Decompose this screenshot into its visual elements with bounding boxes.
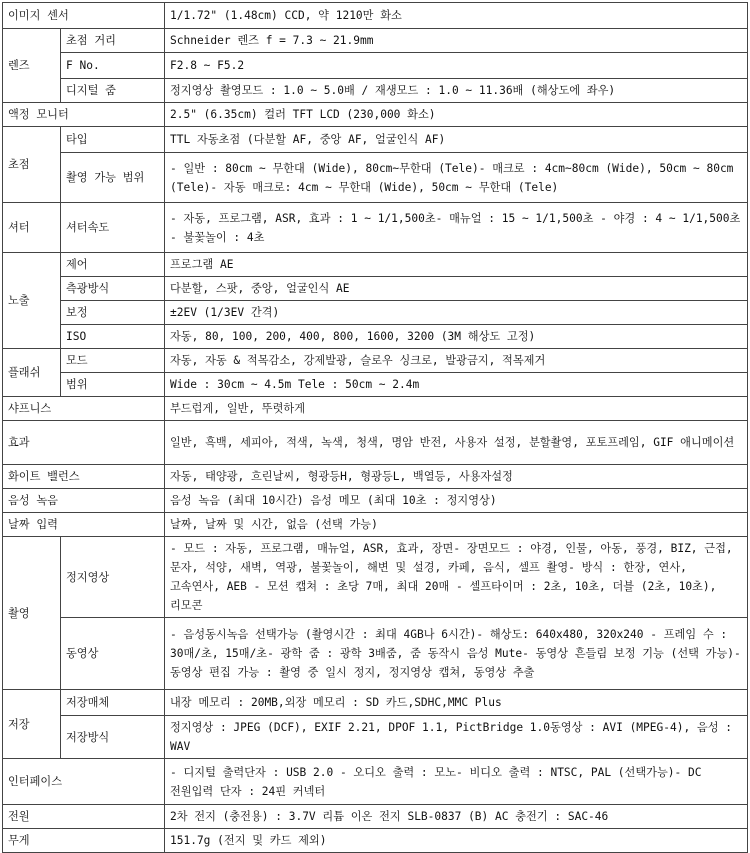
value-movie: - 음성동시녹음 선택가능 (촬영시간 : 최대 4GB나 6시간)- 해상도: 640x480, 320x240 - 프레임 수 : 30매/초, 15매/초- 광학 줌 : 광학 3배줌, 줌 동작시 음성 Mute- 동영상 흔들림 보정 기능 (선택 가능)- 동영상 편집 가능 : 촬영 중 일시 정지, 정지영상 캡쳐, 동영상 추출 <box>165 618 748 690</box>
label-weight: 무게 <box>3 829 165 853</box>
label-metering: 측광방식 <box>61 277 165 301</box>
row-voice-recording <box>3 489 748 513</box>
label-focus-range: 촬영 가능 범위 <box>61 153 165 203</box>
label-f-no: F No. <box>61 53 165 79</box>
label-sharpness: 샤프니스 <box>3 397 165 421</box>
value-storage-format: 정지영상 : JPEG (DCF), EXIF 2.21, DPOF 1.1, PictBridge 1.0동영상 : AVI (MPEG-4), 음성 : WAV <box>165 716 748 759</box>
value-exposure-control: 프로그램 AE <box>165 253 748 277</box>
row-interface <box>3 759 748 805</box>
row-date-imprint <box>3 513 748 537</box>
row-sharpness <box>3 397 748 421</box>
value-focus-type: TTL 자동초점 (다분할 AF, 중앙 AF, 얼굴인식 AF) <box>165 127 748 153</box>
label-iso: ISO <box>61 325 165 349</box>
value-iso: 자동, 80, 100, 200, 400, 800, 1600, 3200 (3M 해상도 고정) <box>165 325 748 349</box>
label-focal-length: 초점 거리 <box>61 29 165 53</box>
value-power: 2차 전지 (충전용) : 3.7V 리튬 이온 전지 SLB-0837 (B) AC 충전기 : SAC-46 <box>165 805 748 829</box>
value-white-balance: 자동, 태양광, 흐린날씨, 형광등H, 형광등L, 백열등, 사용자설정 <box>165 465 748 489</box>
value-date-imprint: 날짜, 날짜 및 시간, 없음 (선택 가능) <box>165 513 748 537</box>
label-image-sensor: 이미지 센서 <box>3 3 165 29</box>
label-shutter: 셔터 <box>3 203 61 253</box>
value-effects: 일반, 흑백, 세피아, 적색, 녹색, 청색, 명암 반전, 사용자 설정, 분할촬영, 포토프레임, GIF 애니메이션 <box>165 421 748 465</box>
row-focus-range <box>3 153 748 203</box>
label-voice-recording: 음성 녹음 <box>3 489 165 513</box>
label-storage-format: 저장방식 <box>61 716 165 759</box>
row-shooting-movie <box>3 618 748 690</box>
value-focus-range: - 일반 : 80cm ~ 무한대 (Wide), 80cm~무한대 (Tele)- 매크로 : 4cm~80cm (Wide), 50cm ~ 80cm (Tele)- 자동 매크로: 4cm ~ 무한대 (Wide), 50cm ~ 무한대 (Tele) <box>165 153 748 203</box>
label-flash-mode: 모드 <box>61 349 165 373</box>
value-compensation: ±2EV (1/3EV 간격) <box>165 301 748 325</box>
value-focal-length: Schneider 렌즈 f = 7.3 ~ 21.9mm <box>165 29 748 53</box>
row-shutter-speed <box>3 203 748 253</box>
value-lcd: 2.5" (6.35cm) 컬러 TFT LCD (230,000 화소) <box>165 103 748 127</box>
row-image-sensor <box>3 3 748 29</box>
label-compensation: 보정 <box>61 301 165 325</box>
row-lens-focal-length <box>3 29 748 53</box>
row-white-balance <box>3 465 748 489</box>
label-lcd: 액정 모니터 <box>3 103 165 127</box>
label-lens: 렌즈 <box>3 29 61 103</box>
spec-table <box>2 2 748 853</box>
label-effects: 효과 <box>3 421 165 465</box>
row-exposure-iso <box>3 325 748 349</box>
row-lens-digital-zoom <box>3 79 748 103</box>
value-voice-recording: 음성 녹음 (최대 10시간) 음성 메모 (최대 10초 : 정지영상) <box>165 489 748 513</box>
row-flash-range <box>3 373 748 397</box>
label-shooting: 촬영 <box>3 537 61 690</box>
label-power: 전원 <box>3 805 165 829</box>
label-focus: 초점 <box>3 127 61 203</box>
row-exposure-compensation <box>3 301 748 325</box>
label-flash-range: 범위 <box>61 373 165 397</box>
value-storage-media: 내장 메모리 : 20MB,외장 메모리 : SD 카드,SDHC,MMC Plus <box>165 690 748 716</box>
value-flash-mode: 자동, 자동 & 적목감소, 강제발광, 슬로우 싱크로, 발광금지, 적목제거 <box>165 349 748 373</box>
label-storage: 저장 <box>3 690 61 759</box>
label-shutter-speed: 셔터속도 <box>61 203 165 253</box>
value-shutter-speed: - 자동, 프로그램, ASR, 효과 : 1 ~ 1/1,500초- 매뉴얼 : 15 ~ 1/1,500초 - 야경 : 4 ~ 1/1,500초 - 불꽃놀이 : 4초 <box>165 203 748 253</box>
label-white-balance: 화이트 밸런스 <box>3 465 165 489</box>
label-date-imprint: 날짜 입력 <box>3 513 165 537</box>
label-movie: 동영상 <box>61 618 165 690</box>
value-sharpness: 부드럽게, 일반, 뚜렷하게 <box>165 397 748 421</box>
label-exposure: 노출 <box>3 253 61 349</box>
row-exposure-metering <box>3 277 748 301</box>
value-weight: 151.7g (전지 및 카드 제외) <box>165 829 748 853</box>
label-interface: 인터페이스 <box>3 759 165 805</box>
row-lcd <box>3 103 748 127</box>
label-flash: 플래쉬 <box>3 349 61 397</box>
row-focus-type <box>3 127 748 153</box>
row-flash-mode <box>3 349 748 373</box>
row-power <box>3 805 748 829</box>
value-digital-zoom: 정지영상 촬영모드 : 1.0 ~ 5.0배 / 재생모드 : 1.0 ~ 11.36배 (해상도에 좌우) <box>165 79 748 103</box>
row-effects <box>3 421 748 465</box>
value-still: - 모드 : 자동, 프로그램, 매뉴얼, ASR, 효과, 장면- 장면모드 : 야경, 인물, 아동, 풍경, BIZ, 근접, 문자, 석양, 새벽, 역광, 불꽃놀이, 해변 및 설경, 카페, 음식, 셀프 촬영- 방식 : 한장, 연사, 고속연사, AEB - 모션 캡쳐 : 초당 7매, 최대 20매 - 셀프타이머 : 2초, 10초, 더블 (2초, 10초), 리모콘 <box>165 537 748 618</box>
value-metering: 다분할, 스팟, 중앙, 얼굴인식 AE <box>165 277 748 301</box>
row-exposure-control <box>3 253 748 277</box>
row-storage-media <box>3 690 748 716</box>
value-f-no: F2.8 ~ F5.2 <box>165 53 748 79</box>
label-exposure-control: 제어 <box>61 253 165 277</box>
row-lens-f-no <box>3 53 748 79</box>
value-interface: - 디지털 출력단자 : USB 2.0 - 오디오 출력 : 모노- 비디오 출력 : NTSC, PAL (선택가능)- DC 전원입력 단자 : 24핀 커넥터 <box>165 759 748 805</box>
label-digital-zoom: 디지털 줌 <box>61 79 165 103</box>
row-shooting-still <box>3 537 748 618</box>
row-storage-format <box>3 716 748 759</box>
value-image-sensor: 1/1.72" (1.48cm) CCD, 약 1210만 화소 <box>165 3 748 29</box>
label-still: 정지영상 <box>61 537 165 618</box>
label-storage-media: 저장매체 <box>61 690 165 716</box>
value-flash-range: Wide : 30cm ~ 4.5m Tele : 50cm ~ 2.4m <box>165 373 748 397</box>
label-focus-type: 타입 <box>61 127 165 153</box>
